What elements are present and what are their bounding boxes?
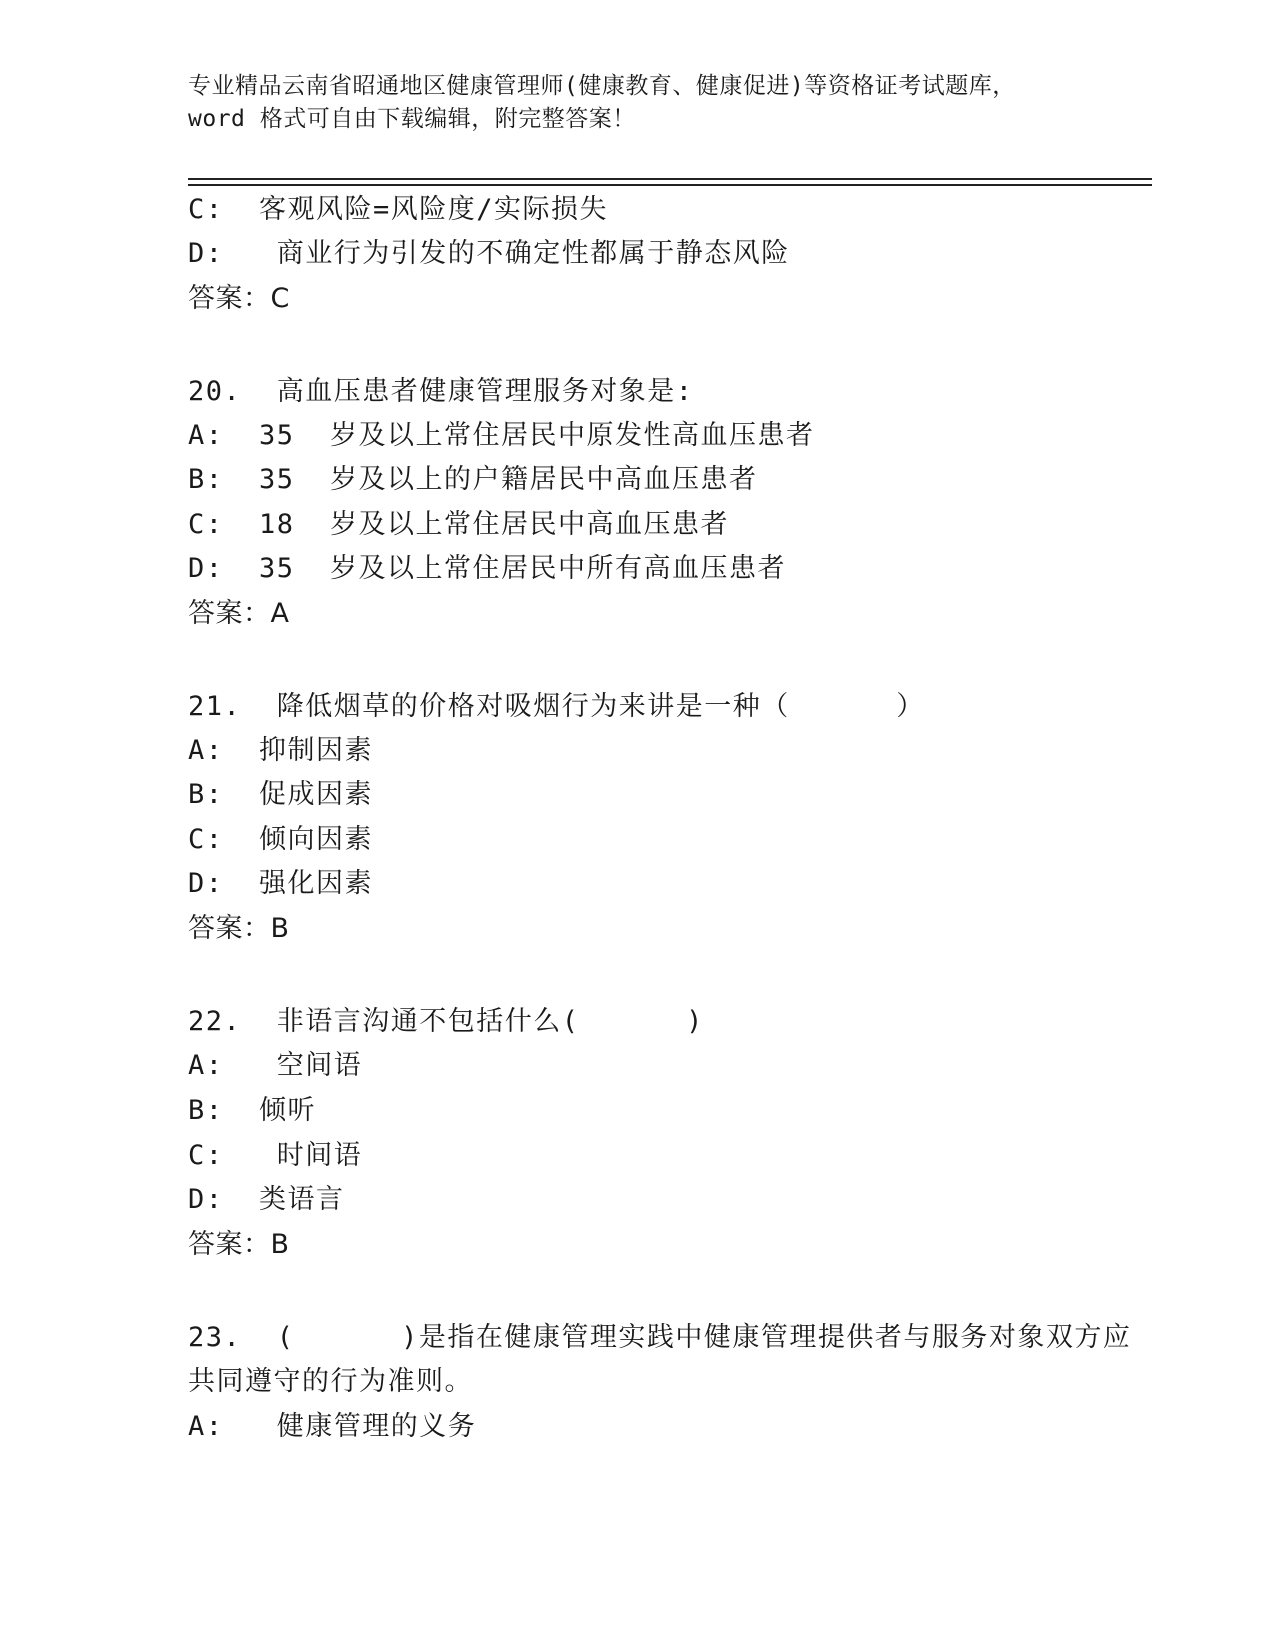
q21-option-b: B: 促成因素 — [188, 779, 374, 810]
header-divider-bottom — [188, 184, 1152, 186]
q22-option-a: A: 空间语 — [188, 1050, 363, 1081]
q23-stem-line-1: 23. ( )是指在健康管理实践中健康管理提供者与服务对象双方应 — [188, 1322, 1132, 1353]
q22-answer: 答案：B — [188, 1229, 290, 1260]
header-divider-top — [188, 178, 1152, 180]
q22-option-d: D: 类语言 — [188, 1184, 345, 1215]
q20-stem: 20. 高血压患者健康管理服务对象是: — [188, 376, 694, 407]
header-line-1: 专业精品云南省昭通地区健康管理师(健康教育、健康促进)等资格证考试题库， — [188, 73, 1016, 99]
q20-option-a: A: 35 岁及以上常住居民中原发性高血压患者 — [188, 420, 815, 451]
q19-option-c: C: 客观风险=风险度/实际损失 — [188, 194, 609, 225]
q20-option-d: D: 35 岁及以上常住居民中所有高血压患者 — [188, 553, 787, 584]
q23-option-a: A: 健康管理的义务 — [188, 1411, 477, 1442]
q19-option-d: D: 商业行为引发的不确定性都属于静态风险 — [188, 238, 790, 269]
q20-answer: 答案：A — [188, 598, 290, 629]
q19-answer: 答案：C — [188, 283, 290, 314]
document-header — [188, 70, 1088, 136]
q21-option-c: C: 倾向因素 — [188, 824, 374, 855]
q22-option-c: C: 时间语 — [188, 1140, 363, 1171]
q20-option-b: B: 35 岁及以上的户籍居民中高血压患者 — [188, 464, 758, 495]
header-line-2: word 格式可自由下载编辑，附完整答案！ — [188, 106, 636, 132]
q21-answer: 答案：B — [188, 913, 290, 944]
q20-option-c: C: 18 岁及以上常住居民中高血压患者 — [188, 509, 730, 540]
q22-option-b: B: 倾听 — [188, 1095, 317, 1126]
q23-stem-line-2: 共同遵守的行为准则。 — [188, 1366, 473, 1397]
q21-option-a: A: 抑制因素 — [188, 735, 374, 766]
q21-stem: 21. 降低烟草的价格对吸烟行为来讲是一种（ ） — [188, 691, 925, 722]
q22-stem: 22. 非语言沟通不包括什么( ) — [188, 1006, 704, 1037]
q21-option-d: D: 强化因素 — [188, 868, 374, 899]
